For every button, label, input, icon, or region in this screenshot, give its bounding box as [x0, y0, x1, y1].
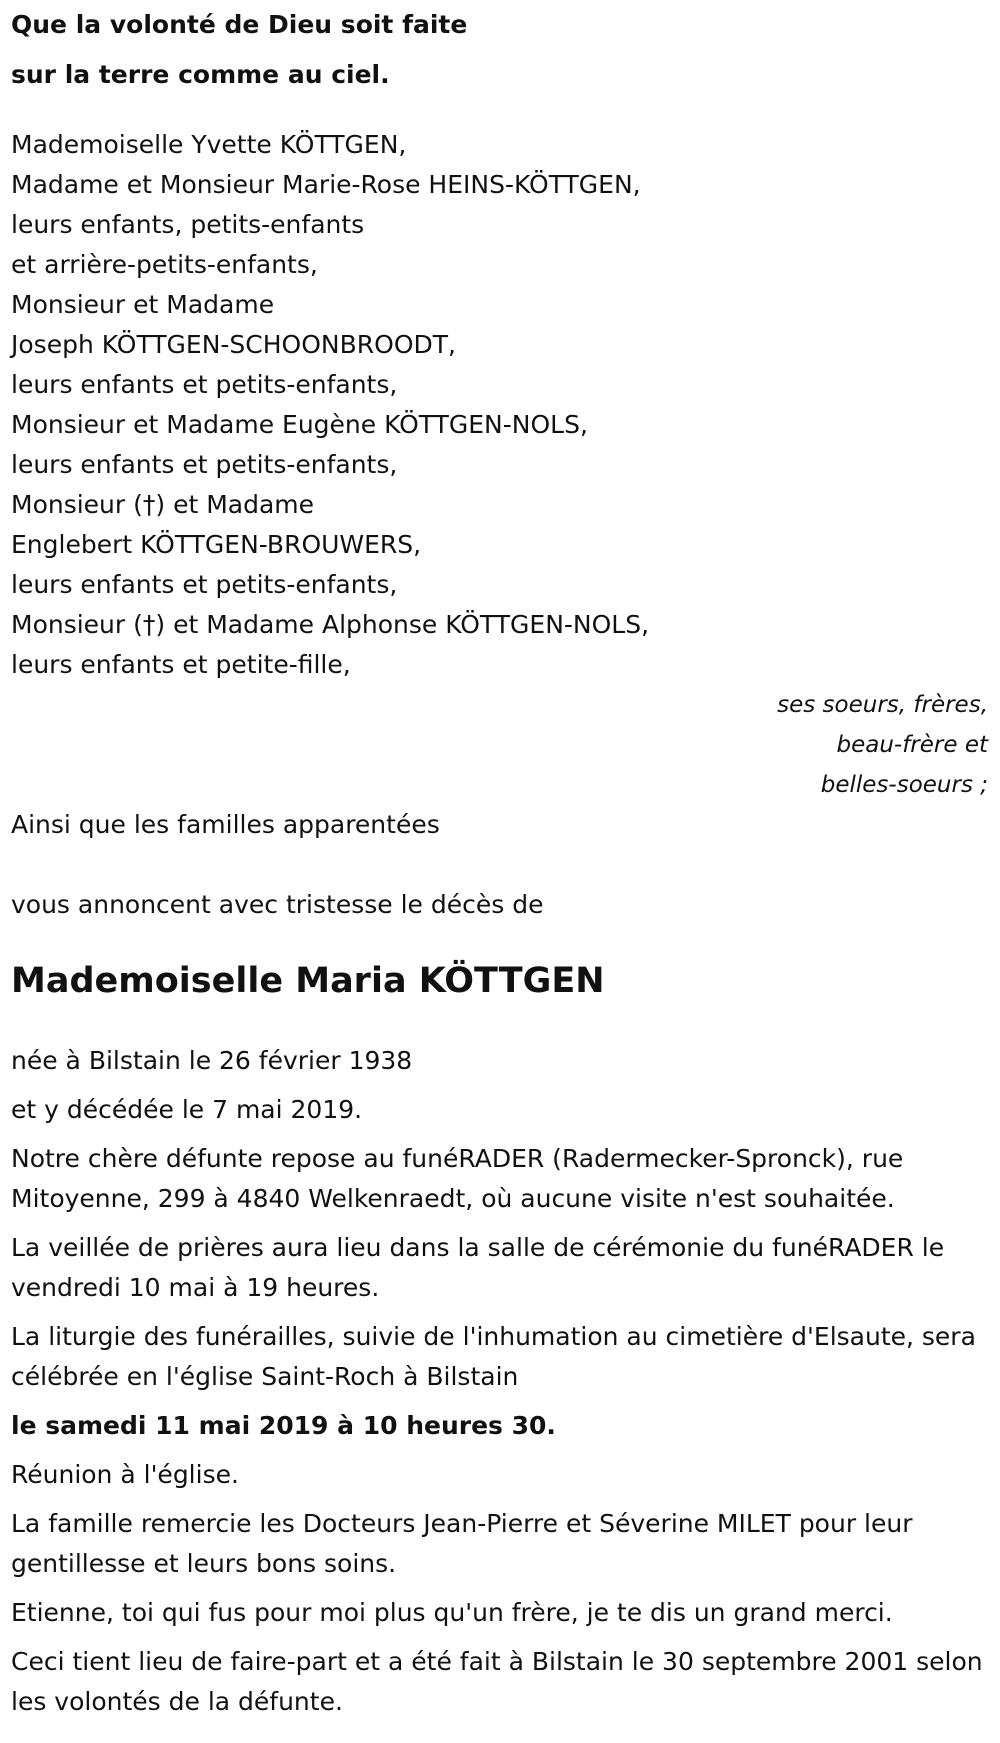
detail-paragraph: La liturgie des funérailles, suivie de l'inhumation au cimetière d'Elsaute, sera célébrée en l'église Saint-Roch à Bilstain — [11, 1322, 976, 1391]
family-line: leurs enfants et petite-fille, — [11, 650, 351, 679]
detail-paragraph: Etienne, toi qui fus pour moi plus qu'un frère, je te dis un grand merci. — [11, 1598, 893, 1627]
relation-line: beau-frère et — [836, 732, 988, 758]
ceremony-date: le samedi 11 mai 2019 à 10 heures 30. — [11, 1411, 556, 1440]
detail-paragraph: La famille remercie les Docteurs Jean-Pierre et Séverine MILET pour leur gentillesse et leurs bons soins. — [11, 1509, 913, 1578]
family-line: leurs enfants et petits-enfants, — [11, 570, 398, 599]
detail-paragraph: et y décédée le 7 mai 2019. — [11, 1095, 363, 1124]
relation-line: belles-soeurs ; — [820, 772, 988, 798]
family-line: Englebert KÖTTGEN-BROUWERS, — [11, 530, 422, 559]
scripture-verse — [11, 0, 986, 100]
family-line: Monsieur (†) et Madame Alphonse KÖTTGEN-NOLS, — [11, 610, 650, 639]
family-line: Madame et Monsieur Marie-Rose HEINS-KÖTTGEN, — [11, 170, 641, 199]
family-line: leurs enfants, petits-enfants — [11, 210, 365, 239]
family-line: leurs enfants et petits-enfants, — [11, 450, 398, 479]
detail-paragraph: La veillée de prières aura lieu dans la salle de cérémonie du funéRADER le vendredi 10 mai à 19 heures. — [11, 1233, 945, 1302]
detail-paragraph: Notre chère défunte repose au funéRADER (Radermecker-Spronck), rue Mitoyenne, 299 à 4840 Welkenraedt, où aucune visite n'est souhaitée. — [11, 1144, 904, 1213]
family-line: Monsieur (†) et Madame — [11, 490, 315, 519]
family-line: Mademoiselle Yvette KÖTTGEN, — [11, 130, 407, 159]
detail-paragraph: née à Bilstain le 26 février 1938 — [11, 1046, 413, 1075]
relation-line: ses soeurs, frères, — [777, 692, 988, 718]
verse-line: sur la terre comme au ciel. — [11, 60, 390, 89]
deceased-name: Mademoiselle Maria KÖTTGEN — [11, 961, 605, 1001]
family-line: Joseph KÖTTGEN-SCHOONBROODT, — [11, 330, 456, 359]
obituary-notice — [11, 0, 986, 1731]
verse-line: Que la volonté de Dieu soit faite — [11, 10, 468, 39]
relatives-line: Ainsi que les familles apparentées — [11, 810, 440, 839]
family-line: Monsieur et Madame — [11, 290, 275, 319]
family-line: Monsieur et Madame Eugène KÖTTGEN-NOLS, — [11, 410, 588, 439]
relationship-note — [11, 685, 988, 805]
detail-paragraph: Ceci tient lieu de faire-part et a été fait à Bilstain le 30 septembre 2001 selon les volontés de la défunte. — [11, 1647, 983, 1716]
announcement-line: vous annoncent avec tristesse le décès de — [11, 890, 544, 919]
funeral-details — [11, 1041, 986, 1722]
detail-paragraph: Réunion à l'église. — [11, 1460, 239, 1489]
family-list — [11, 125, 986, 685]
family-line: leurs enfants et petits-enfants, — [11, 370, 398, 399]
family-line: et arrière-petits-enfants, — [11, 250, 318, 279]
